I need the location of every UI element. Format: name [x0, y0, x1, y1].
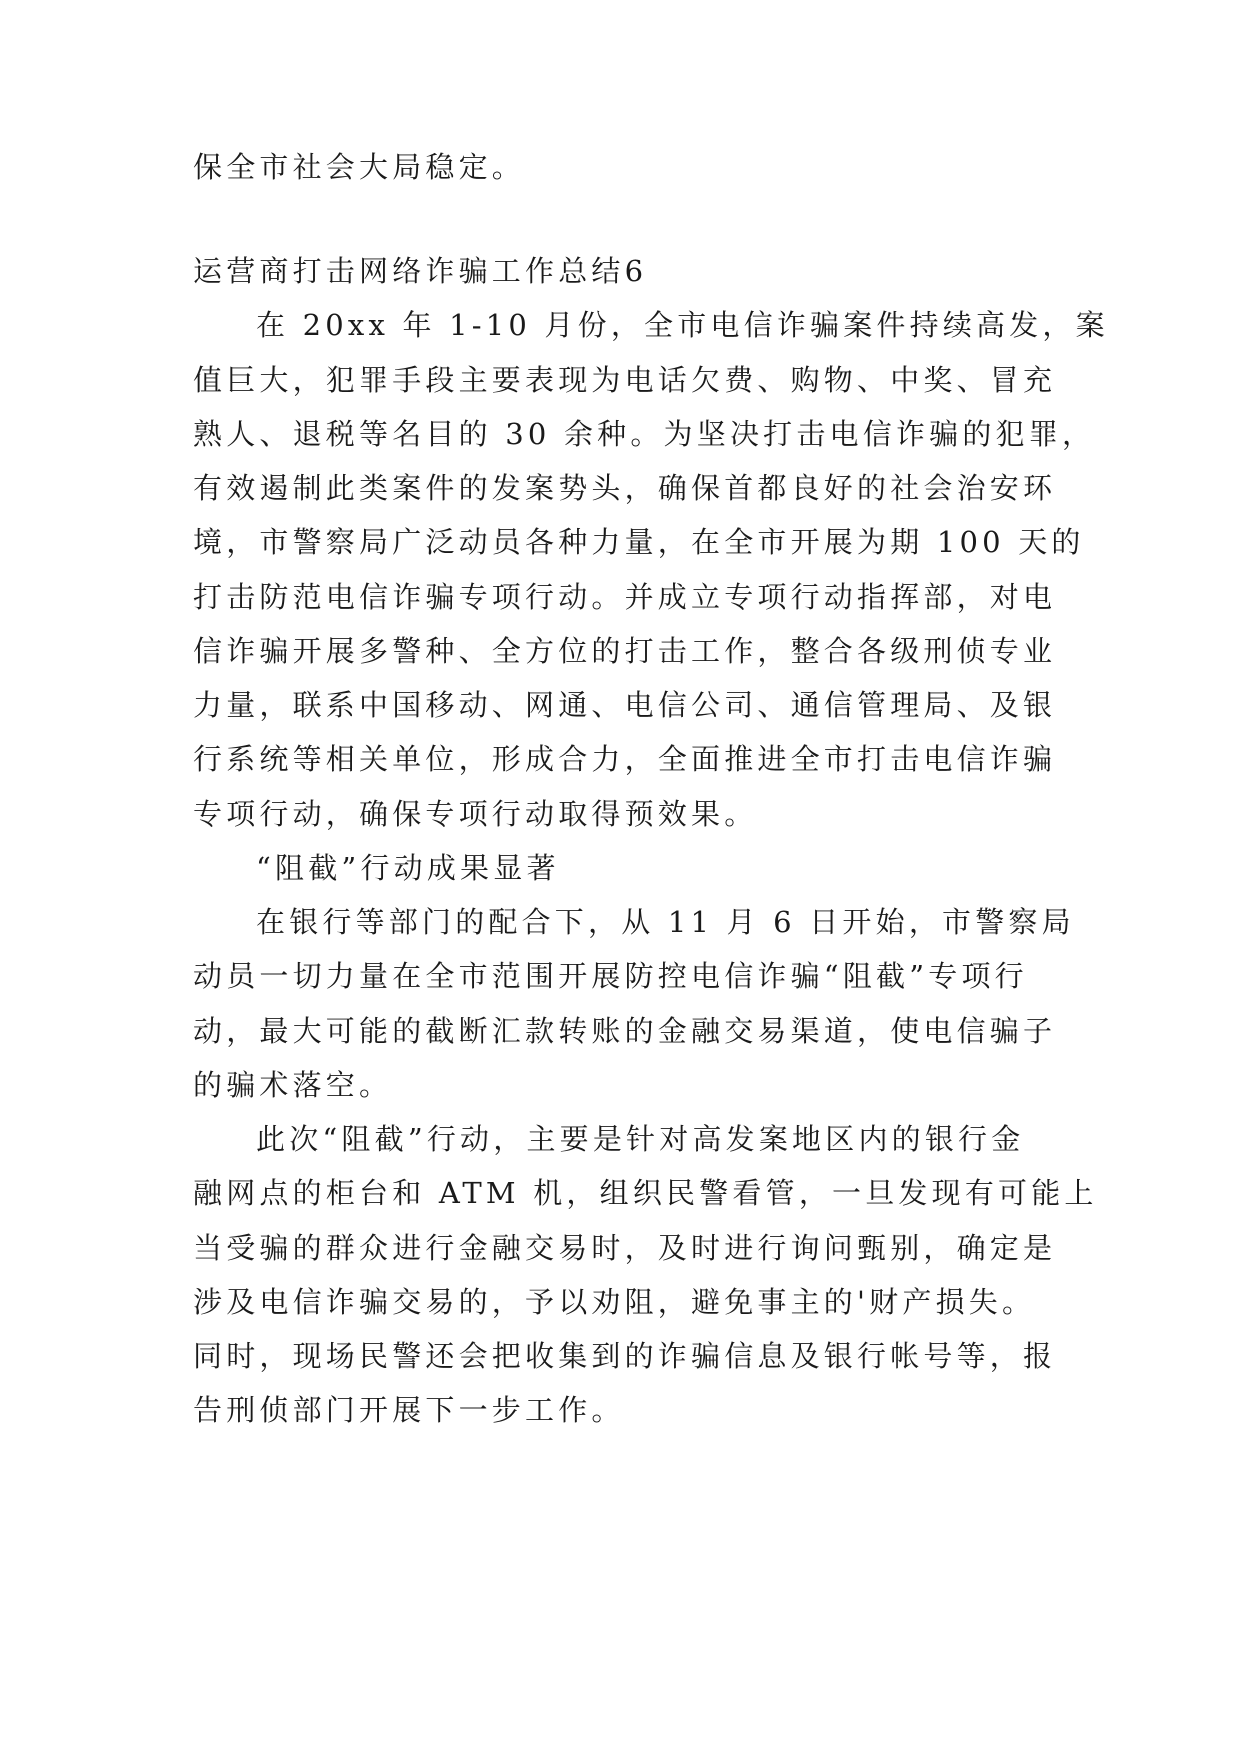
- text-line: 力量，联系中国移动、网通、电信公司、通信管理局、及银: [193, 688, 1057, 722]
- text-line: 保全市社会大局稳定。: [193, 150, 526, 184]
- text-line: 境，市警察局广泛动员各种力量，在全市开展为期 100 天的: [193, 525, 1085, 559]
- text-line: 同时，现场民警还会把收集到的诈骗信息及银行帐号等，报: [193, 1339, 1057, 1373]
- text-line: 的骗术落空。: [193, 1068, 393, 1102]
- text-line: 融网点的柜台和 ATM 机，组织民警看管，一旦发现有可能上: [193, 1176, 1098, 1210]
- text-line: 告刑侦部门开展下一步工作。: [193, 1393, 625, 1427]
- text-line: 涉及电信诈骗交易的，予以劝阻，避免事主的'财产损失。: [193, 1285, 1036, 1319]
- text-line: 动员一切力量在全市范围开展防控电信诈骗“阻截”专项行: [193, 959, 1028, 993]
- subheading: “阻截”行动成果显著: [256, 851, 560, 885]
- text-line: 信诈骗开展多警种、全方位的打击工作，整合各级刑侦专业: [193, 634, 1057, 668]
- text-line: 在 20xx 年 1-10 月份，全市电信诈骗案件持续高发，案: [256, 308, 1109, 342]
- text-line: 打击防范电信诈骗专项行动。并成立专项行动指挥部，对电: [193, 580, 1057, 614]
- section-title: 运营商打击网络诈骗工作总结6: [193, 254, 648, 288]
- text-line: 动，最大可能的截断汇款转账的金融交易渠道，使电信骗子: [193, 1014, 1057, 1048]
- text-line: 有效遏制此类案件的发案势头，确保首都良好的社会治安环: [193, 471, 1057, 505]
- text-line: 当受骗的群众进行金融交易时，及时进行询问甄别，确定是: [193, 1231, 1057, 1265]
- text-line: 行系统等相关单位，形成合力，全面推进全市打击电信诈骗: [193, 742, 1057, 776]
- text-line: 在银行等部门的配合下，从 11 月 6 日开始，市警察局: [256, 905, 1075, 939]
- text-line: 专项行动，确保专项行动取得预效果。: [193, 797, 758, 831]
- text-line: 值巨大，犯罪手段主要表现为电话欠费、购物、中奖、冒充: [193, 363, 1057, 397]
- text-line: 此次“阻截”行动，主要是针对高发案地区内的银行金: [256, 1122, 1025, 1156]
- text-line: 熟人、退税等名目的 30 余种。为坚决打击电信诈骗的犯罪，: [193, 417, 1096, 451]
